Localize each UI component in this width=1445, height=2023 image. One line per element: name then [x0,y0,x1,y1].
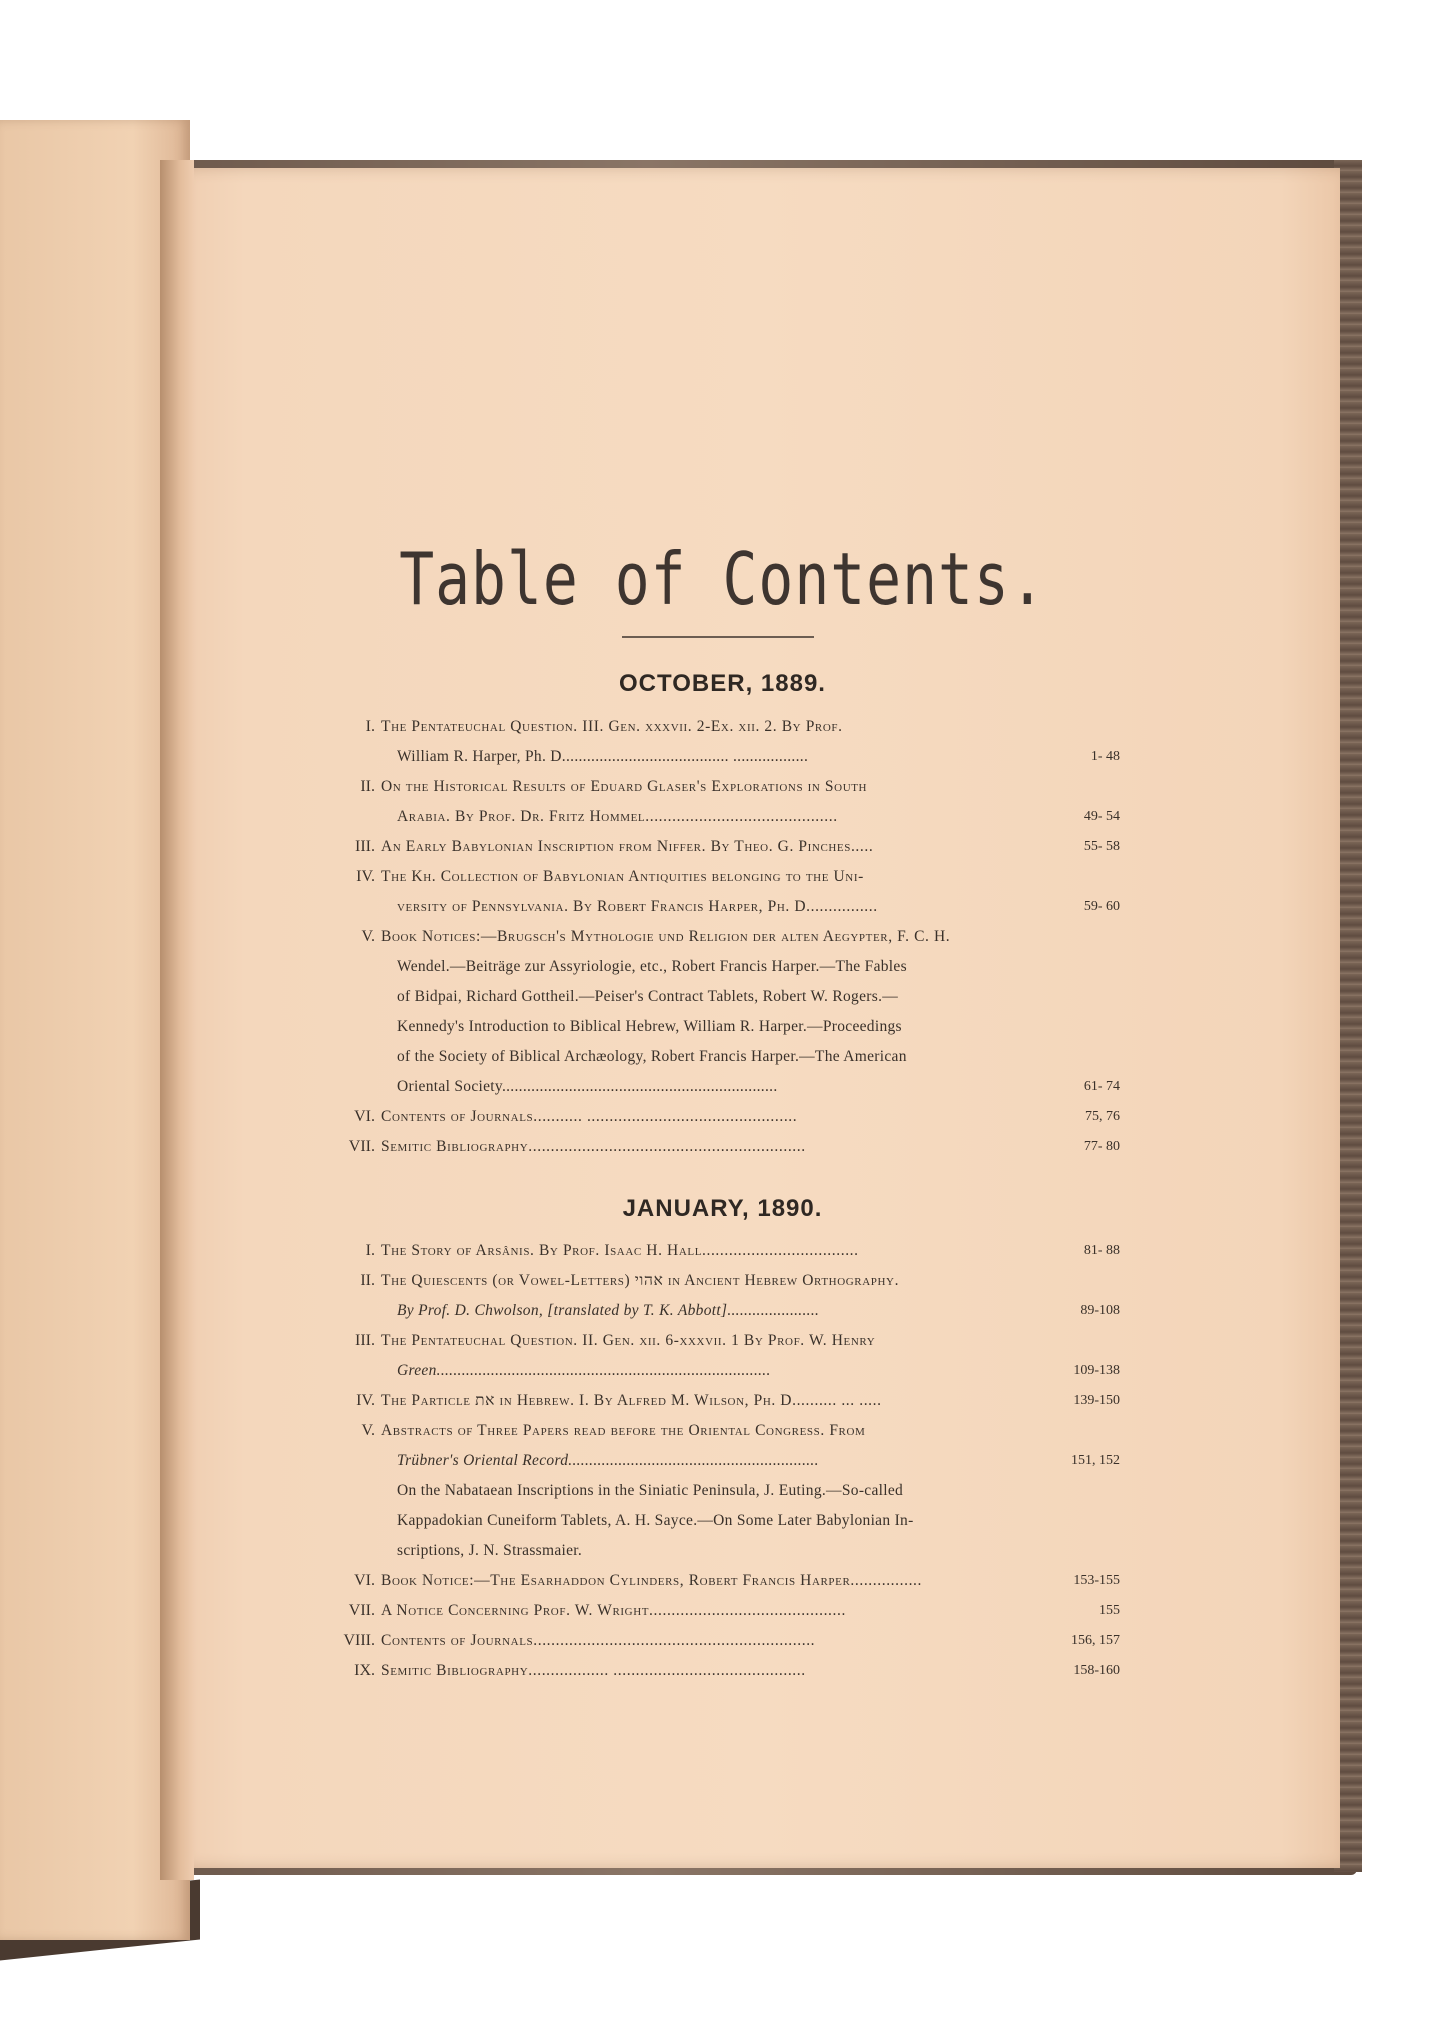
entry-line: Abstracts of Three Papers read before the Oriental Congress. From [381,1422,866,1439]
entry-number: V. [361,928,375,945]
entry-page: 153-155 [1073,1573,1120,1588]
entry-line: The Story of Arsânis. By Prof. Isaac H. Hall................................... [381,1242,859,1259]
entry-line: A Notice Concerning Prof. W. Wright............................................ [381,1602,846,1619]
entry-page: 55- 58 [1083,839,1120,854]
entry-line: Trübner's Oriental Record............................................................ [397,1452,819,1469]
entry-line: The Pentateuchal Question. III. Gen. xxxvii. 2-Ex. xii. 2. By Prof. [381,718,843,735]
entry-line: Kappadokian Cuneiform Tablets, A. H. Sayce.—On Some Later Babylonian In- [397,1512,914,1529]
entry-page: 109-138 [1073,1363,1120,1378]
entry-number: IV. [356,868,375,885]
entry-page: 158-160 [1073,1663,1120,1678]
entry-line: of the Society of Biblical Archæology, Robert Francis Harper.—The American [397,1048,907,1065]
entry-number: I. [365,718,375,735]
entry-page: 77- 80 [1083,1139,1120,1154]
entry-number: IV. [356,1392,375,1409]
entry-page: 139-150 [1073,1393,1120,1408]
entry-line: Contents of Journals............................................................... [381,1632,816,1649]
entry-line: An Early Babylonian Inscription from Niffer. By Theo. G. Pinches..... [381,838,874,855]
entry-number: III. [355,838,375,855]
section-heading-january-1890: JANUARY, 1890. [622,1195,823,1222]
entry-number: VI. [354,1572,375,1589]
title-rule [622,636,814,638]
entry-page: 81- 88 [1083,1243,1120,1258]
entry-number: I. [365,1242,375,1259]
entry-number: VIII. [343,1632,375,1649]
entry-line: By Prof. D. Chwolson, [translated by T. K. Abbott]...................... [397,1302,820,1319]
entry-page: 151, 152 [1071,1453,1120,1468]
entry-line: versity of Pennsylvania. By Robert Francis Harper, Ph. D................ [397,898,878,915]
entry-number: VII. [348,1602,375,1619]
entry-line: Oriental Society.................................................................. [397,1078,778,1095]
entry-line: The Quiescents (or Vowel-Letters) אהוי in Ancient Hebrew Orthography. [381,1272,900,1289]
entry-line: On the Nabataean Inscriptions in the Siniatic Peninsula, J. Euting.—So-called [397,1482,904,1499]
section-heading-october-1889: OCTOBER, 1889. [619,670,826,697]
entry-line: scriptions, J. N. Strassmaier. [397,1542,583,1559]
entry-number: II. [360,778,375,795]
entry-line: On the Historical Results of Eduard Glaser's Explorations in South [381,778,868,795]
entry-number: VII. [348,1138,375,1155]
page-gutter [160,160,194,1880]
entry-line: William R. Harper, Ph. D........................................ .................. [397,748,809,765]
entry-line: of Bidpai, Richard Gottheil.—Peiser's Contract Tablets, Robert W. Rogers.— [397,988,899,1005]
entry-number: V. [361,1422,375,1439]
entry-line: Contents of Journals........... ............................................... [381,1108,798,1125]
entry-page: 61- 74 [1083,1079,1120,1094]
entry-line: Wendel.—Beiträge zur Assyriologie, etc., Robert Francis Harper.—The Fables [397,958,907,975]
entry-number: II. [360,1272,375,1289]
entry-line: The Kh. Collection of Babylonian Antiquities belonging to the Uni- [381,868,864,885]
entry-line: The Particle את in Hebrew. I. By Alfred M. Wilson, Ph. D.......... ... ..... [381,1392,882,1409]
entry-page: 156, 157 [1071,1633,1120,1648]
entry-line: Kennedy's Introduction to Biblical Hebrew, William R. Harper.—Proceedings [397,1018,902,1035]
entry-page: 155 [1099,1603,1120,1618]
entry-line: The Pentateuchal Question. II. Gen. xii. 6-xxxvii. 1 By Prof. W. Henry [381,1332,876,1349]
entry-number: III. [355,1332,375,1349]
entry-line: Arabia. By Prof. Dr. Fritz Hommel........................................... [397,808,838,825]
entry-page: 75, 76 [1085,1109,1120,1124]
entry-number: IX. [354,1662,375,1679]
entry-page: 59- 60 [1083,899,1120,914]
entry-line: Book Notices:—Brugsch's Mythologie und Religion der alten Aegypter, F. C. H. [381,928,951,945]
entry-page: 49- 54 [1083,809,1120,824]
entry-line: Semitic Bibliography.............................................................. [381,1138,806,1155]
entry-number: VI. [354,1108,375,1125]
entry-line: Green................................................................................ [397,1362,771,1379]
entry-line: Book Notice:—The Esarhaddon Cylinders, Robert Francis Harper................ [381,1572,923,1589]
page-title: Table of Contents. [399,536,1046,622]
entry-page: 1- 48 [1090,749,1120,764]
entry-line: Semitic Bibliography.................. ........................................... [381,1662,806,1679]
entry-page: 89-108 [1080,1303,1120,1318]
